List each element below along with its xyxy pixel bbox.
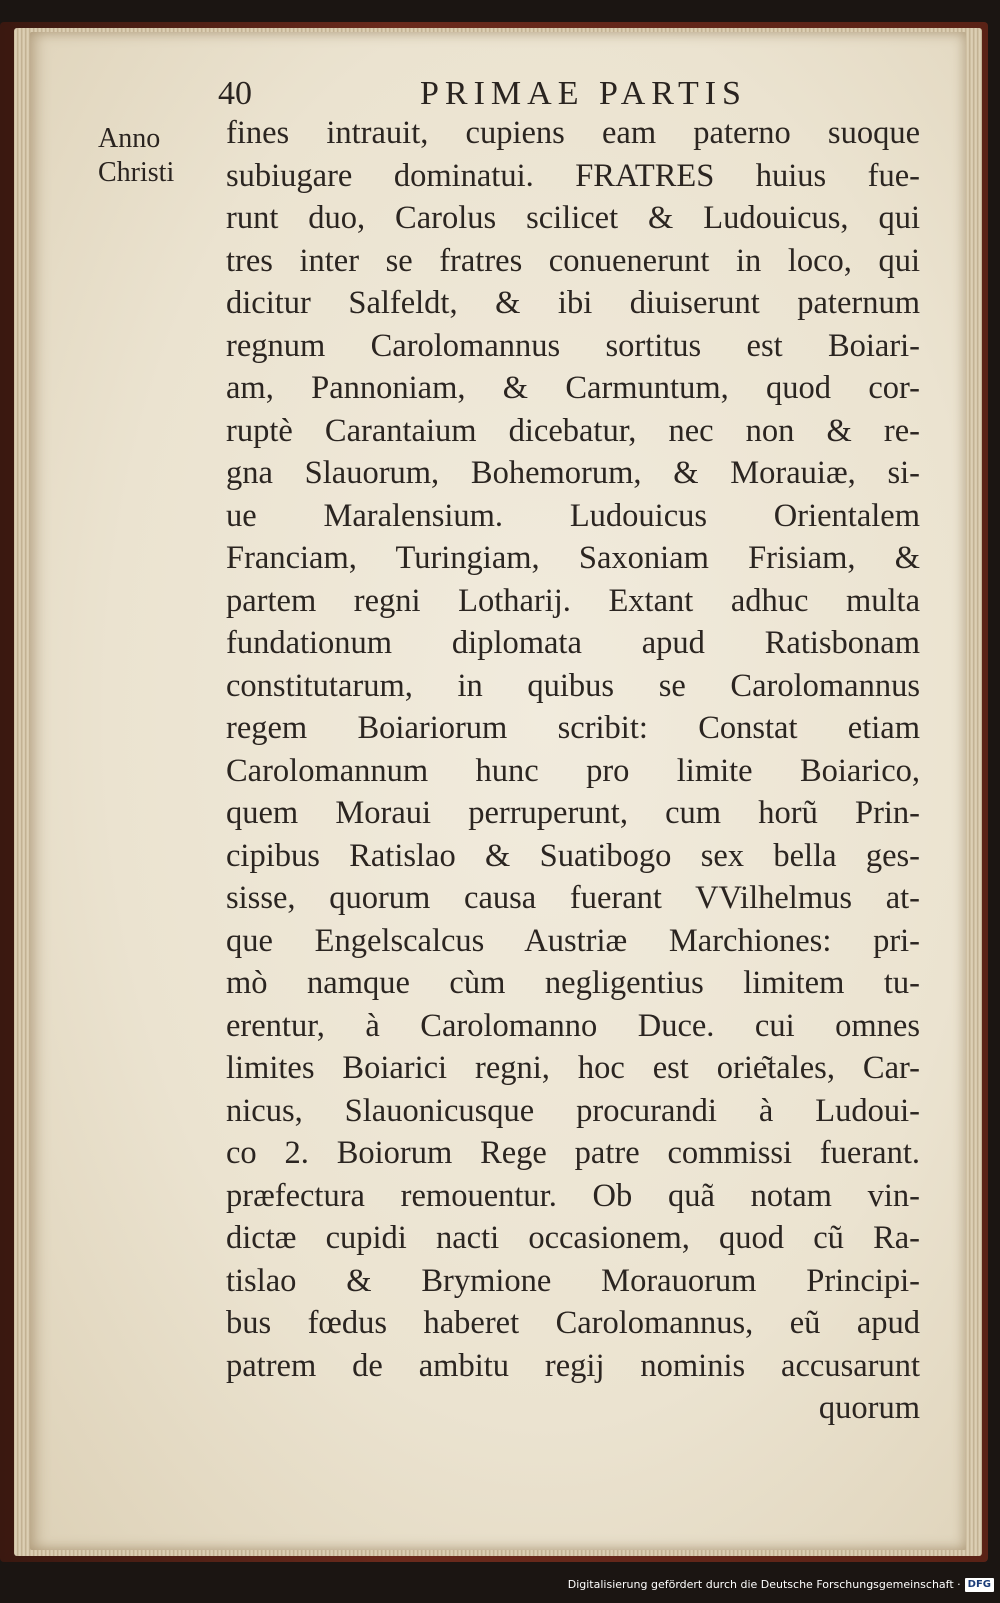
text-line: ue Maralensium. Ludouicus Orientalem xyxy=(226,497,920,534)
text-line: partem regni Lotharij. Extant adhuc multa xyxy=(226,582,920,619)
text-line: cipibus Ratislao & Suatibogo sex bella ges- xyxy=(226,837,920,874)
text-line: fines intrauit, cupiens eam paterno suoque xyxy=(226,115,920,151)
page-number: 40 xyxy=(218,75,252,112)
text-line: am, Pannoniam, & Carmuntum, quod cor- xyxy=(226,370,920,406)
text-line: constitutarum, in quibus se Carolomannus xyxy=(226,667,920,704)
footer-credit: Digitalisierung gefördert durch die Deutsche Forschungsgemeinschaft · xyxy=(567,1578,961,1591)
text-line: regnum Carolomannus sortitus est Boiari- xyxy=(226,327,920,364)
text-line: Carolomannum hunc pro limite Boiarico, xyxy=(226,752,920,789)
text-line: tres inter se fratres conuenerunt in loco, qui xyxy=(226,242,920,279)
text-line: limites Boiarici regni, hoc est orie͂tales, Car- xyxy=(226,1050,920,1086)
text-line: sisse, quorum causa fuerant VVilhelmus at- xyxy=(226,880,920,916)
text-line: dictæ cupidi nacti occasionem, quod cũ Ra- xyxy=(226,1220,920,1256)
text-line: ruptè Carantaium dicebatur, nec non & re- xyxy=(226,412,920,449)
text-line: regem Boiariorum scribit: Constat etiam xyxy=(226,710,920,746)
text-line: nicus, Slauonicusque procurandi à Ludoui- xyxy=(226,1092,920,1129)
text-line: gna Slauorum, Bohemorum, & Morauiæ, si- xyxy=(226,455,920,491)
margin-note-anno: Anno xyxy=(98,123,161,154)
text-line: fundationum diplomata apud Ratisbonam xyxy=(226,625,920,661)
text-line: que Engelscalcus Austriæ Marchiones: pri- xyxy=(226,922,920,959)
text-line: tislao & Brymione Morauorum Principi- xyxy=(226,1262,920,1299)
text-line: mò namque cùm negligentius limitem tu- xyxy=(226,965,920,1001)
text-line: Franciam, Turingiam, Saxoniam Frisiam, & xyxy=(226,540,920,576)
dfg-logo: DFG xyxy=(965,1578,994,1592)
text-line: subiugare dominatui. FRATRES huius fue- xyxy=(226,157,920,194)
text-line: dicitur Salfeldt, & ibi diuiserunt paternum xyxy=(226,285,920,321)
text-line: quorum xyxy=(818,1390,920,1426)
margin-note-christi: Christi xyxy=(98,157,175,188)
text-line: runt duo, Carolus scilicet & Ludouicus, qui xyxy=(226,200,920,236)
text-line: co 2. Boiorum Rege patre commissi fuerant. xyxy=(226,1135,920,1171)
text-line: patrem de ambitu regij nominis accusarunt xyxy=(226,1347,920,1384)
body-text xyxy=(226,112,920,1430)
running-title: PRIMAE PARTIS xyxy=(420,75,747,112)
text-line: erentur, à Carolomanno Duce. cui omnes xyxy=(226,1007,920,1044)
text-line: præfectura remouentur. Ob quã notam vin- xyxy=(226,1177,920,1214)
text-line: quem Moraui perruperunt, cum horũ Prin- xyxy=(226,795,920,831)
footer xyxy=(568,1576,994,1594)
text-line: bus fœdus haberet Carolomannus, eũ apud xyxy=(226,1305,920,1341)
